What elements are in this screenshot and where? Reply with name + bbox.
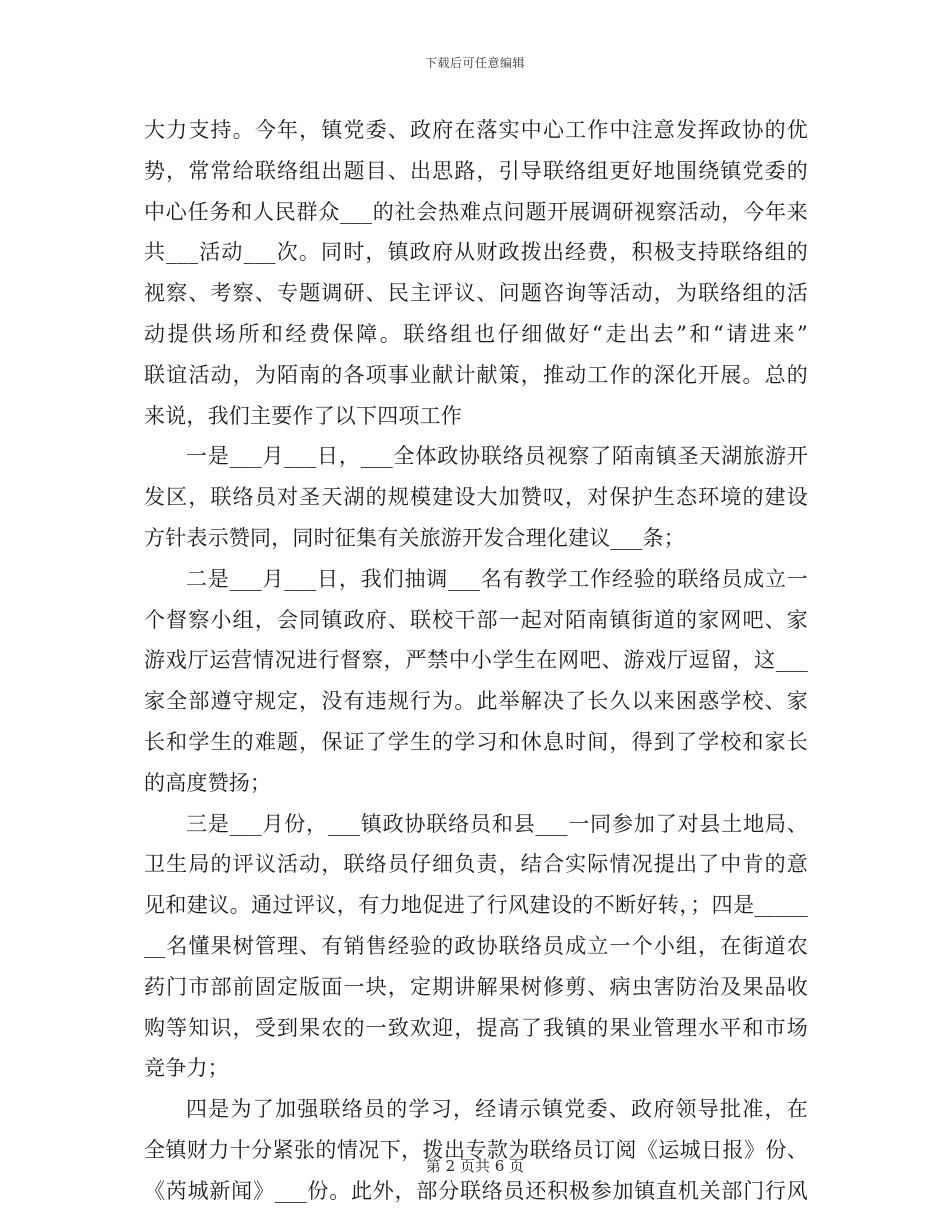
text-line: 购等知识，受到果农的一致欢迎，提高了我镇的果业管理水平和市场: [144, 1015, 808, 1040]
text-line: 联谊活动，为陌南的各项事业献计献策，推动工作的深化开展。总的: [144, 362, 808, 387]
text-line: 药门市部前固定版面一块，定期讲解果树修剪、病虫害防治及果品收: [144, 974, 808, 999]
text-line: 见和建议。通过评议，有力地促进了行风建设的不断好转，；四是_____: [144, 893, 808, 918]
text-line: __名懂果树管理、有销售经验的政协联络员成立一个小组，在街道农: [144, 933, 808, 958]
text-line: 动提供场所和经费保障。联络组也仔细做好“走出去”和“请进来”: [144, 321, 808, 346]
text-line: 竞争力；: [144, 1056, 229, 1081]
text-line: 方针表示赞同，同时征集有关旅游开发合理化建议___条；: [144, 525, 685, 550]
paragraph-start-line: 二是___月___日，我们抽调___名有教学工作经验的联络员成立一: [186, 566, 808, 591]
text-line: 长和学生的难题，保证了学生的学习和休息时间，得到了学校和家长: [144, 729, 808, 754]
text-line: 的高度赞扬；: [144, 770, 272, 795]
page-number: 第 2 页共 6 页: [425, 1157, 525, 1175]
text-line: 中心任务和人民群众___的社会热难点问题开展调研视察活动，今年来: [144, 199, 808, 224]
text-line: 视察、考察、专题调研、民主评议、问题咨询等活动，为联络组的活: [144, 281, 808, 306]
page-header: 下载后可任意编辑: [424, 56, 525, 70]
text-line: 来说，我们主要作了以下四项工作: [144, 403, 462, 428]
text-line: 势，常常给联络组出题目、出思路，引导联络组更好地围绕镇党委的: [144, 158, 808, 183]
paragraph-start-line: 一是___月___日，___全体政协联络员视察了陌南镇圣天湖旅游开: [186, 444, 808, 469]
paragraph-start-line: 三是___月份，___镇政协联络员和县___一同参加了对县土地局、: [186, 811, 808, 836]
document-body: [144, 114, 808, 1216]
text-line: 共___活动___次。同时，镇政府从财政拨出经费，积极支持联络组的: [144, 240, 808, 265]
text-line: 个督察小组，会同镇政府、联校干部一起对陌南镇街道的家网吧、家: [144, 607, 808, 632]
text-line: 发区，联络员对圣天湖的规模建设大加赞叹，对保护生态环境的建设: [144, 485, 808, 510]
text-line: 大力支持。今年，镇党委、政府在落实中心工作中注意发挥政协的优: [144, 118, 808, 142]
text-line: 游戏厅运营情况进行督察，严禁中小学生在网吧、游戏厅逗留，这___: [144, 648, 808, 673]
text-line: 全镇财力十分紧张的情况下，拨出专款为联络员订阅《运城日报》份、: [144, 1137, 808, 1162]
text-line: 家全部遵守规定，没有违规行为。此举解决了长久以来困惑学校、家: [144, 689, 808, 714]
text-line: 卫生局的评议活动，联络员仔细负责，结合实际情况提出了中肯的意: [144, 852, 808, 877]
text-line: 《芮城新闻》___份。此外，部分联络员还积极参加镇直机关部门行风: [144, 1178, 808, 1203]
paragraph-start-line: 四是为了加强联络员的学习，经请示镇党委、政府领导批准，在: [186, 1097, 808, 1122]
